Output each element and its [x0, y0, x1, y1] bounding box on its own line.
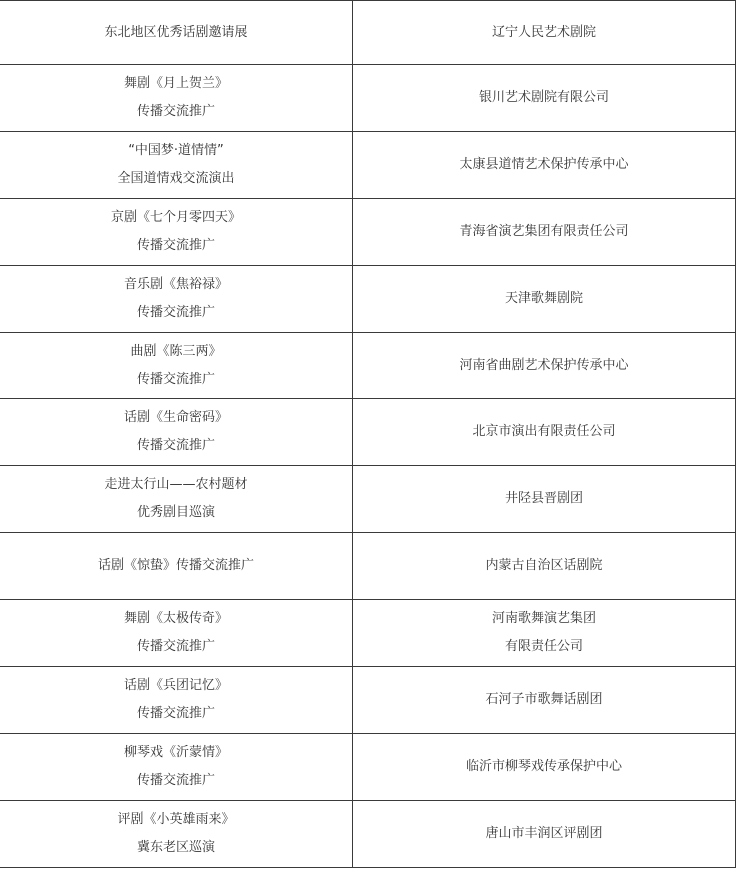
table-row	[0, 332, 736, 399]
project-name-cell	[0, 733, 353, 800]
table-row	[0, 65, 736, 132]
table-row	[0, 667, 736, 734]
project-name-cell	[0, 800, 353, 867]
project-name-line: 优秀剧目巡演	[136, 505, 215, 521]
organization-name-line: 河南省曲剧艺术保护传承中心	[459, 357, 629, 373]
project-name-line: 话剧《生命密码》	[123, 410, 228, 426]
organization-cell	[353, 800, 736, 867]
project-table-body	[0, 1, 736, 868]
organization-cell	[353, 533, 736, 600]
organization-name-line: 唐山市丰润区评剧团	[485, 825, 603, 841]
project-name-line: 曲剧《陈三两》	[130, 343, 222, 359]
organization-name-line: 内蒙古自治区话剧院	[485, 558, 603, 574]
project-name-line: 传播交流推广	[136, 304, 215, 320]
project-name-cell	[0, 466, 353, 533]
project-name-line: 京剧《七个月零四天》	[110, 209, 241, 225]
project-name-line: 评剧《小英雄雨来》	[117, 811, 235, 827]
project-name-line: 舞剧《太极传奇》	[123, 611, 228, 627]
organization-cell	[353, 198, 736, 265]
project-name-line: 传播交流推广	[136, 772, 215, 788]
organization-name-line: 河南歌舞演艺集团	[491, 611, 596, 627]
table-row	[0, 265, 736, 332]
table-row	[0, 733, 736, 800]
table-row	[0, 800, 736, 867]
project-name-cell	[0, 533, 353, 600]
project-name-cell	[0, 399, 353, 466]
table-row	[0, 198, 736, 265]
organization-cell	[353, 1, 736, 65]
organization-cell	[353, 667, 736, 734]
project-name-line: 话剧《惊蛰》传播交流推广	[97, 558, 254, 574]
organization-name-line: 北京市演出有限责任公司	[472, 424, 616, 440]
organization-name-line: 天津歌舞剧院	[504, 290, 583, 306]
organization-cell	[353, 466, 736, 533]
table-row	[0, 1, 736, 65]
project-name-line: 话剧《兵团记忆》	[123, 677, 228, 693]
organization-cell	[353, 733, 736, 800]
project-name-line: 走进太行山——农村题材	[104, 477, 248, 493]
organization-cell	[353, 131, 736, 198]
organization-name-line: 辽宁人民艺术剧院	[491, 24, 596, 40]
organization-name-line: 银川艺术剧院有限公司	[478, 89, 609, 105]
organization-name-line: 井陉县晋剧团	[504, 491, 583, 507]
project-name-line: 东北地区优秀话剧邀请展	[104, 24, 248, 40]
organization-cell	[353, 399, 736, 466]
organization-name-line: 有限责任公司	[504, 639, 583, 655]
project-name-cell	[0, 667, 353, 734]
table-row	[0, 533, 736, 600]
organization-cell	[353, 600, 736, 667]
organization-cell	[353, 265, 736, 332]
table-row	[0, 466, 736, 533]
organization-cell	[353, 65, 736, 132]
project-name-line: 音乐剧《焦裕禄》	[123, 276, 228, 292]
organization-name-line: 太康县道情艺术保护传承中心	[459, 156, 629, 172]
project-name-cell	[0, 600, 353, 667]
project-name-cell	[0, 332, 353, 399]
project-name-line: 舞剧《月上贺兰》	[123, 75, 228, 91]
project-name-line: 传播交流推广	[136, 639, 215, 655]
project-name-cell	[0, 65, 353, 132]
organization-name-line: 青海省演艺集团有限责任公司	[459, 223, 629, 239]
project-name-cell	[0, 1, 353, 65]
table-row	[0, 131, 736, 198]
project-name-line: “中国梦·道情情”	[128, 142, 224, 158]
project-name-line: 传播交流推广	[136, 438, 215, 454]
project-name-cell	[0, 198, 353, 265]
project-name-line: 全国道情戏交流演出	[117, 170, 235, 186]
project-name-line: 柳琴戏《沂蒙情》	[123, 744, 228, 760]
project-name-line: 冀东老区巡演	[136, 839, 215, 855]
organization-cell	[353, 332, 736, 399]
project-name-line: 传播交流推广	[136, 237, 215, 253]
project-name-line: 传播交流推广	[136, 705, 215, 721]
table-row	[0, 600, 736, 667]
project-name-cell	[0, 265, 353, 332]
project-name-line: 传播交流推广	[136, 371, 215, 387]
table-row	[0, 399, 736, 466]
project-name-line: 传播交流推广	[136, 103, 215, 119]
organization-name-line: 石河子市歌舞话剧团	[485, 691, 603, 707]
organization-name-line: 临沂市柳琴戏传承保护中心	[465, 758, 622, 774]
project-name-cell	[0, 131, 353, 198]
